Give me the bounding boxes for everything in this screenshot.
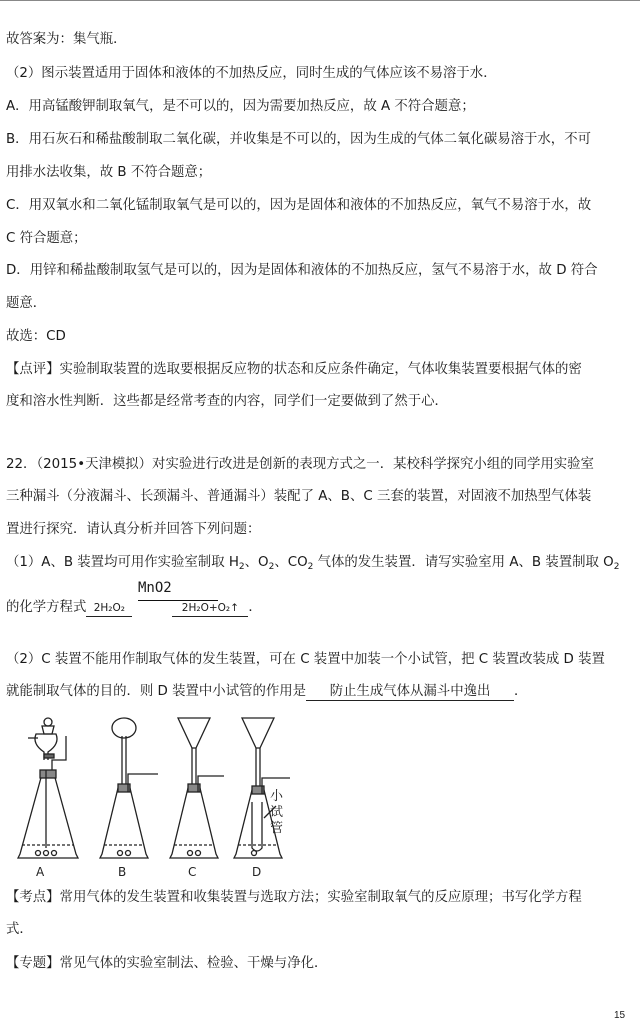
text-line: 用排水法收集，故 B 不符合题意； xyxy=(6,165,212,180)
equation-line: 的化学方程式 2H₂O₂ 2H₂O+O₂↑ ． xyxy=(6,600,262,615)
question-line: 置进行探究．请认真分析并回答下列问题： xyxy=(6,522,261,537)
tube-label-3: 管 xyxy=(270,821,284,836)
text-line: B．用石灰石和稀盐酸制取二氧化碳，并收集是不可以的，因为生成的气体二氧化碳易溶于水，不可 xyxy=(6,132,591,147)
product-blank: 2H₂O+O₂↑ xyxy=(172,600,248,617)
label-a: A xyxy=(36,865,45,879)
keypoint-line: 【考点】常用气体的发生装置和收集装置与选取方法；实验室制取氧气的反应原理；书写化学方程 xyxy=(6,890,582,905)
question-line: （2）C 装置不能用作制取气体的发生装置，可在 C 装置中加装一个小试管，把 C 装置改装成 D 装置 xyxy=(6,652,605,667)
page-number: 15 xyxy=(614,1010,626,1021)
keypoint-line: 式． xyxy=(6,922,33,937)
text-line: D．用锌和稀盐酸制取氢气是可以的，因为是固体和液体的不加热反应，氢气不易溶于水，故 D 符合 xyxy=(6,263,598,278)
apparatus-c xyxy=(170,718,224,858)
apparatus-figure xyxy=(8,708,308,880)
comment-line: 【点评】实验制取装置的选取要根据反应物的状态和反应条件确定，气体收集装置要根据气体的密 xyxy=(6,362,582,377)
question-line: 22．（2015•天津模拟）对实验进行改进是创新的表现方式之一．某校科学探究小组的同学用实验室 xyxy=(6,457,594,472)
text-line: A．用高锰酸钾制取氧气，是不可以的，因为需要加热反应，故 A 不符合题意； xyxy=(6,99,475,114)
apparatus-d xyxy=(234,718,290,858)
question-line: 就能制取气体的目的．则 D 装置中小试管的作用是 防止生成气体从漏斗中逸出 ． xyxy=(6,684,528,699)
catalyst-label: MnO2 xyxy=(138,580,202,600)
text-line: 故答案为：集气瓶． xyxy=(6,32,127,47)
text-line: 故选：CD xyxy=(6,329,66,344)
label-b: B xyxy=(118,865,127,879)
tube-label-1: 小 xyxy=(270,789,284,804)
label-c: C xyxy=(188,865,197,879)
answer-blank: 防止生成气体从漏斗中逸出 xyxy=(306,684,514,701)
topic-line: 【专题】常见气体的实验室制法、检验、干燥与净化． xyxy=(6,956,328,971)
apparatus-b xyxy=(100,718,158,858)
text-line: C．用双氧水和二氧化锰制取氧气是可以的，因为是固体和液体的不加热反应，氧气不易溶于水，故 xyxy=(6,198,592,213)
question-line: 三种漏斗（分液漏斗、长颈漏斗、普通漏斗）装配了 A、B、C 三套的装置，对固液不加热型气体装 xyxy=(6,489,592,504)
reactant-blank: 2H₂O₂ xyxy=(86,600,132,617)
text-line: （2）图示装置适用于固体和液体的不加热反应，同时生成的气体应该不易溶于水． xyxy=(6,66,497,81)
question-line: （1）A、B 装置均可用作实验室制取 $H_2$、$O_2$、$CO_2$ 气体的发生装置．请写实验室用 A、B 装置制取 $O_2$ xyxy=(6,555,620,572)
tube-label-2: 试 xyxy=(270,805,284,820)
text-line: C 符合题意； xyxy=(6,231,87,246)
apparatus-a xyxy=(18,718,78,858)
top-border xyxy=(0,0,640,1)
label-d: D xyxy=(252,865,262,879)
text-line: 题意． xyxy=(6,296,47,311)
comment-line: 度和溶水性判断．这些都是经常考查的内容，同学们一定要做到了然于心． xyxy=(6,394,448,409)
